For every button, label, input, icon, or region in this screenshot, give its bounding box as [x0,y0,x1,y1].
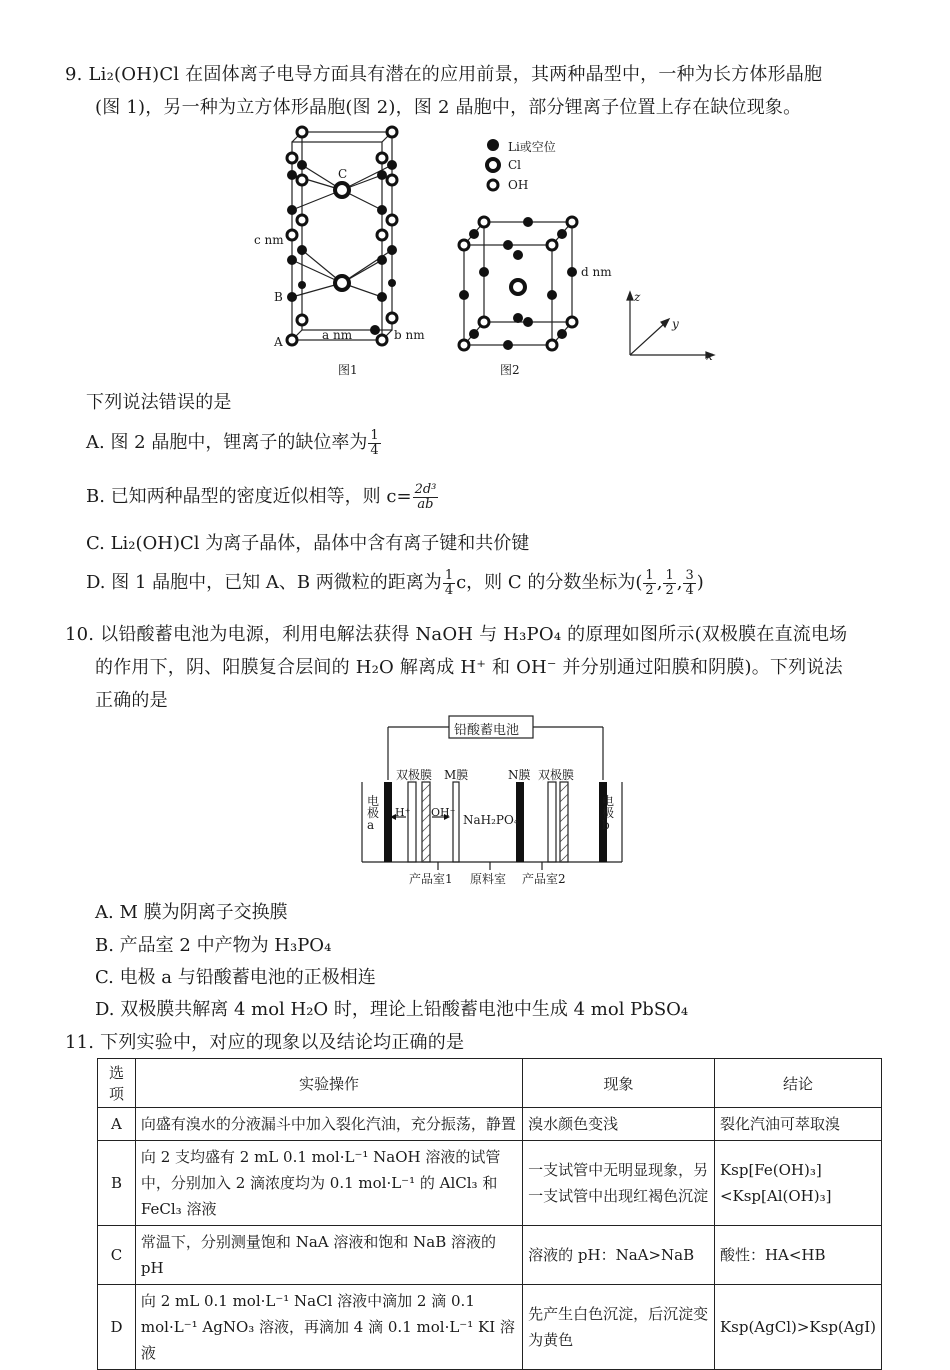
row-option: A [98,1108,136,1141]
header-operation: 实验操作 [135,1059,522,1108]
experiment-table [97,1058,882,1370]
row-operation: 向 2 支均盛有 2 mL 0.1 mol·L⁻¹ NaOH 溶液的试管中，分别加入 2 滴浓度均为 0.1 mol·L⁻¹ 的 AlCl₃ 和 FeCl₃ 溶液 [135,1141,522,1226]
row-conclusion: Ksp(AgCl)>Ksp(AgI) [714,1285,881,1370]
axis-z-label: z [634,290,641,304]
den: 4 [370,442,379,458]
num: 1 [645,567,654,583]
bipolar-membrane-1-label: 双极膜 [396,768,433,782]
raw-material-room-label: 原料室 [470,872,507,886]
row-conclusion: 裂化汽油可萃取溴 [714,1108,881,1141]
num: 1 [665,567,674,583]
legend-li: Li或空位 [508,140,556,154]
q10-option-c: C. 电极 a 与铅酸蓄电池的正极相连 [95,967,376,988]
row-option: B [98,1141,136,1226]
fig1-label-cnm: c nm [254,233,284,247]
q10-option-d: D. 双极膜共解离 4 mol H₂O 时，理论上铅酸蓄电池中生成 4 mol PbSO₄ [95,999,689,1020]
q9-b-text: B. 已知两种晶型的密度近似相等，则 c= [86,486,412,507]
fig1-label-bnm: b nm [394,328,425,342]
row-conclusion: 酸性：HA<HB [714,1226,881,1285]
legend-oh: OH [508,178,529,192]
q9-option-d: D. 图 1 晶胞中，已知 A、B 两微粒的距离为 $\frac{1}{4}$ c，则 C 的分数坐标为( $\frac{1}{2}$ , $\frac{1}{2}$ , $\frac{3}{4}$ ) [86,567,704,598]
axis-x-label: x [706,349,713,363]
q9-option-b [86,482,439,512]
header-option: 选项 [98,1059,136,1108]
fraction [663,569,675,598]
electrode-a-label: 电极a [367,794,380,832]
den: 2 [665,582,674,598]
product-room-1-label: 产品室1 [409,872,453,886]
den: ab [417,496,434,512]
q9-d-pre: D. 图 1 晶胞中，已知 A、B 两微粒的距离为 [86,572,442,593]
n-membrane-label: N膜 [508,768,531,782]
row-option: C [98,1226,136,1285]
fig1-label-a: A [274,335,283,349]
row-phenomenon: 溶液的 pH：NaA>NaB [523,1226,715,1285]
num: 1 [370,427,379,443]
fig1-label-anm: a nm [322,328,353,342]
num: 1 [444,567,454,583]
row-phenomenon: 溴水颜色变浅 [523,1108,715,1141]
den: 4 [685,582,694,598]
table-row [98,1108,882,1141]
legend-cl: Cl [508,158,522,172]
q9-option-a [86,428,382,458]
battery-label: 铅酸蓄电池 [454,723,520,738]
fig2-caption: 图2 [500,363,520,377]
bipolar-membrane-2-label: 双极膜 [538,768,575,782]
table-row [98,1141,882,1226]
header-conclusion: 结论 [714,1059,881,1108]
table-row [98,1226,882,1285]
q10-line1: 10. 以铅酸蓄电池为电源，利用电解法获得 NaOH 与 H₃PO₄ 的原理如图所示(双极膜在直流电场 [65,624,848,645]
fraction [643,569,655,598]
q9-stem: 下列说法错误的是 [86,392,232,413]
den: 4 [444,582,454,598]
fig1-label-b: B [274,290,283,304]
q11-stem: 11. 下列实验中，对应的现象以及结论均正确的是 [65,1032,465,1053]
h-ion-label: H⁺ [395,806,411,819]
table-header-row [98,1059,882,1108]
q10-line3: 正确的是 [95,690,168,711]
m-membrane-label: M膜 [444,768,469,782]
q9-option-c: C. Li₂(OH)Cl 为离子晶体，晶体中含有离子键和共价键 [86,533,530,554]
q9-line2: (图 1)，另一种为立方体形晶胞(图 2)，图 2 晶胞中，部分锂离子位置上存在缺位现象。 [95,97,802,118]
row-phenomenon: 先产生白色沉淀，后沉淀变为黄色 [523,1285,715,1370]
q10-option-b: B. 产品室 2 中产物为 H₃PO₄ [95,935,332,956]
table-row [98,1285,882,1370]
crystal-figure-2 [452,210,592,355]
num: 3 [685,567,694,583]
q9-line1: 9. Li₂(OH)Cl 在固体离子电导方面具有潜在的应用前景，其两种晶型中，一种为长方体形晶胞 [65,64,823,85]
electrode-b-label: 电极b [602,794,615,832]
q9-d-end: ) [696,572,704,593]
row-operation: 向 2 mL 0.1 mol·L⁻¹ NaCl 溶液中滴加 2 滴 0.1 mol·L⁻¹ AgNO₃ 溶液，再滴加 4 滴 0.1 mol·L⁻¹ KI 溶液 [135,1285,522,1370]
row-option: D [98,1285,136,1370]
q9-d-mid: c，则 C 的分数坐标为( [456,572,643,593]
fraction [368,429,380,458]
row-conclusion: Ksp[Fe(OH)₃]<Ksp[Al(OH)₃] [714,1141,881,1226]
row-phenomenon: 一支试管中无明显现象，另一支试管中出现红褐色沉淀 [523,1141,715,1226]
legend-markers [483,136,503,196]
q9-a-text: A. 图 2 晶胞中，锂离子的缺位率为 [86,432,368,453]
q10-line2: 的作用下，阴、阳膜复合层间的 H₂O 解离成 H⁺ 和 OH⁻ 并分别通过阳膜和阴膜)。下列说法 [95,657,843,678]
header-phenomenon: 现象 [523,1059,715,1108]
row-operation: 向盛有溴水的分液漏斗中加入裂化汽油，充分振荡，静置 [135,1108,522,1141]
oh-ion-label: OH⁻ [431,806,456,819]
fig2-label-dnm: d nm [581,265,612,279]
row-operation: 常温下，分别测量饱和 NaA 溶液和饱和 NaB 溶液的 pH [135,1226,522,1285]
num: 2d³ [414,481,437,497]
axis-y-label: y [672,317,679,331]
den: 2 [645,582,654,598]
fig1-caption: 图1 [338,363,358,377]
fraction [413,483,439,512]
fraction [683,569,695,598]
fig1-label-c: C [338,167,348,181]
product-room-2-label: 产品室2 [522,872,566,886]
nah2po4-label: NaH₂PO₄ [463,813,519,827]
fraction [443,569,455,598]
q10-option-a: A. M 膜为阴离子交换膜 [95,902,288,923]
